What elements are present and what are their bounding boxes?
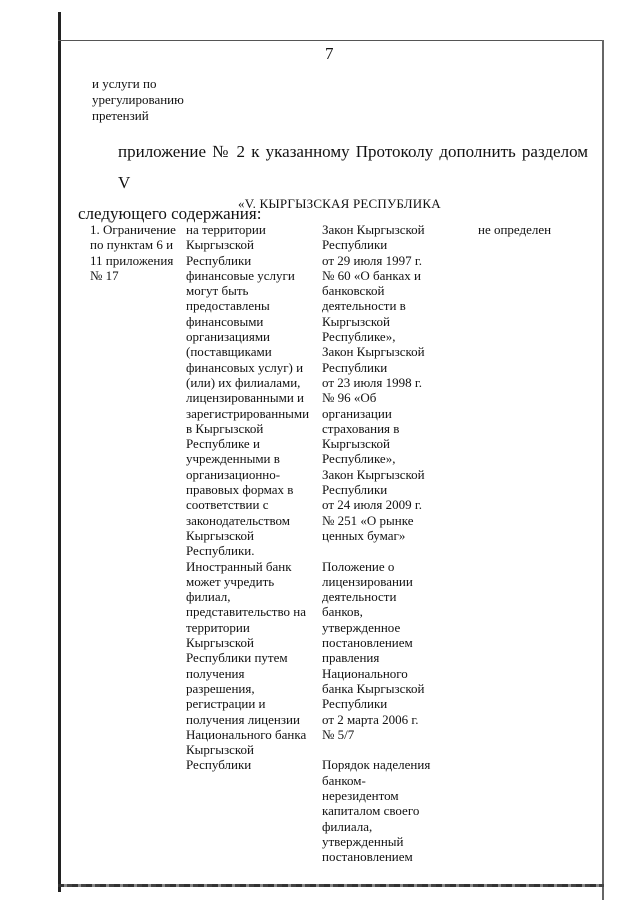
section-title: «V. КЫРГЫЗСКАЯ РЕСПУБЛИКА	[238, 196, 441, 211]
term-cell: не определен	[478, 222, 552, 237]
scan-border-right	[602, 40, 604, 900]
previous-table-cell: и услуги по урегулированию претензий	[92, 76, 184, 123]
intro-line-1: приложение № 2 к указанному Протоколу дополнить разделом V	[118, 142, 588, 192]
scan-border-left	[58, 12, 61, 892]
scan-border-bottom	[58, 884, 604, 887]
page-number: 7	[325, 44, 334, 63]
scan-border-top	[58, 40, 604, 41]
intro-paragraph	[78, 136, 588, 229]
intro-line-2: следующего содержания:	[78, 204, 262, 223]
restriction-cell: 1. Ограничение по пунктам 6 и 11 приложения № 17	[90, 222, 176, 283]
description-cell: на территории Кыргызской Республики финансовые услуги могут быть предоставлены финансовыми организациями (поставщиками финансовых услуг) и (или) их филиалами, лицензированными и зарегистрированными в Кыргызской Республике и учрежденными в организационно- правовых формах в соответствии с законодательством Кыргызской Республики. Иностранный банк может учредить филиал, представительство на территории Кыргызской Республики путем получения разрешения, регистрации и получения лицензии Национального банка Кыргызской Республики	[186, 222, 310, 773]
legal-basis-cell: Закон Кыргызской Республики от 29 июля 1997 г. № 60 «О банках и банковской деятельности в Кыргызской Республике», Закон Кыргызской Республики от 23 июля 1998 г. № 96 «Об организации страхования в Кыргызской Республике», Закон Кыргызской Республики от 24 июля 2009 г. № 251 «О рынке ценных бумаг» Положение о лицензировании деятельности банков, утвержденное постановлением правления Национального банка Кыргызской Республики от 2 марта 2006 г. № 5/7 Порядок наделения банком- нерезидентом капиталом своего филиала, утвержденный постановлением	[322, 222, 431, 865]
